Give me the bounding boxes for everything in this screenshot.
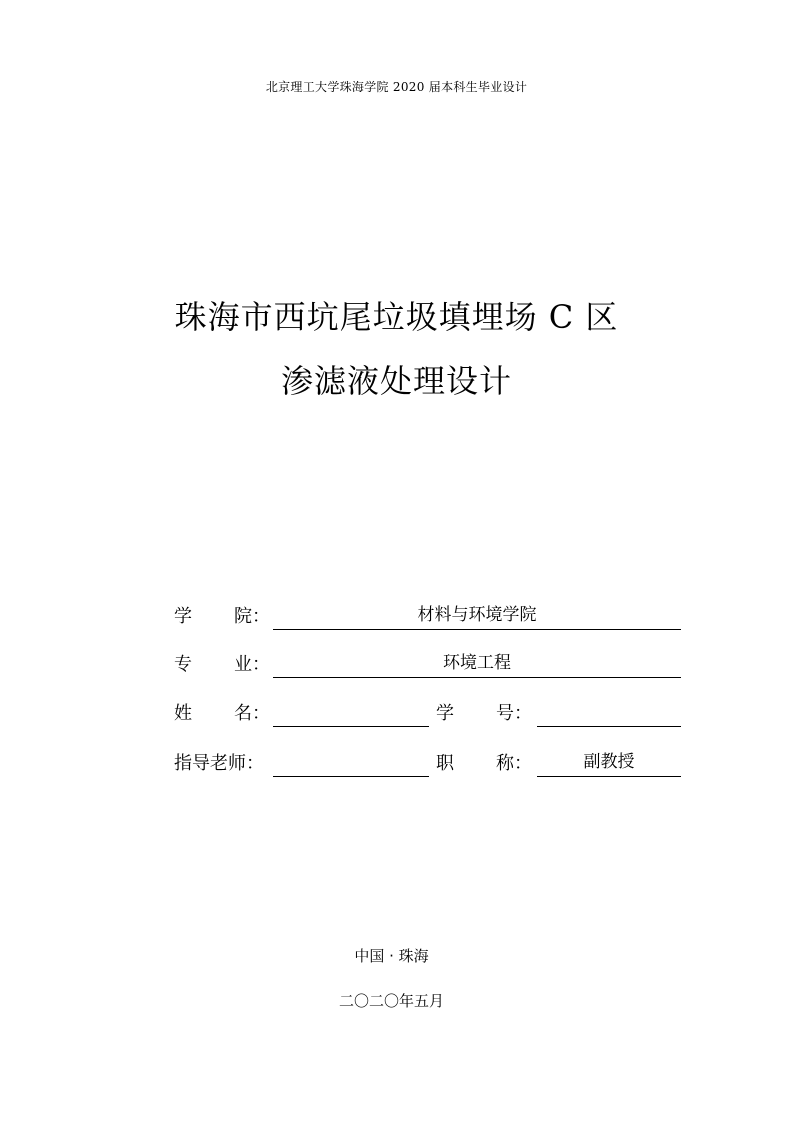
college-row <box>0 596 793 630</box>
thesis-title-line-2: 渗滤液处理设计 <box>280 362 512 400</box>
student-id-label-b: 号： <box>496 703 532 724</box>
student-id-field[interactable] <box>537 697 681 727</box>
name-id-row <box>0 693 793 727</box>
major-row <box>0 644 793 678</box>
title-rank-field[interactable]: 副教授 <box>537 747 681 777</box>
title-rank-label-a: 职 <box>436 753 454 774</box>
major-label <box>174 650 270 676</box>
thesis-title-line-1: 珠海市西坑尾垃圾填埋场 C 区 <box>174 298 619 336</box>
name-label-b: 名： <box>234 703 270 724</box>
college-label <box>174 602 270 628</box>
advisor-row <box>0 743 793 777</box>
college-label-a: 学 <box>174 606 192 627</box>
running-header: 北京理工大学珠海学院 2020 届本科生毕业设计 <box>265 80 528 94</box>
name-label-a: 姓 <box>174 703 192 724</box>
advisor-field[interactable] <box>273 747 429 777</box>
name-label <box>174 699 270 725</box>
date-line: 二〇二〇年五月 <box>338 992 444 1010</box>
student-id-label-a: 学 <box>436 703 454 724</box>
student-id-label <box>436 699 532 725</box>
title-rank-label-b: 称： <box>496 753 532 774</box>
advisor-label: 指导老师： <box>174 753 264 774</box>
major-field[interactable]: 环境工程 <box>273 648 681 678</box>
name-field[interactable] <box>273 697 429 727</box>
college-field[interactable]: 材料与环境学院 <box>273 600 681 630</box>
college-label-b: 院： <box>234 606 270 627</box>
place-line: 中国 · 珠海 <box>354 947 429 965</box>
title-rank-label <box>436 749 532 775</box>
major-label-a: 专 <box>174 654 192 675</box>
major-label-b: 业： <box>234 654 270 675</box>
